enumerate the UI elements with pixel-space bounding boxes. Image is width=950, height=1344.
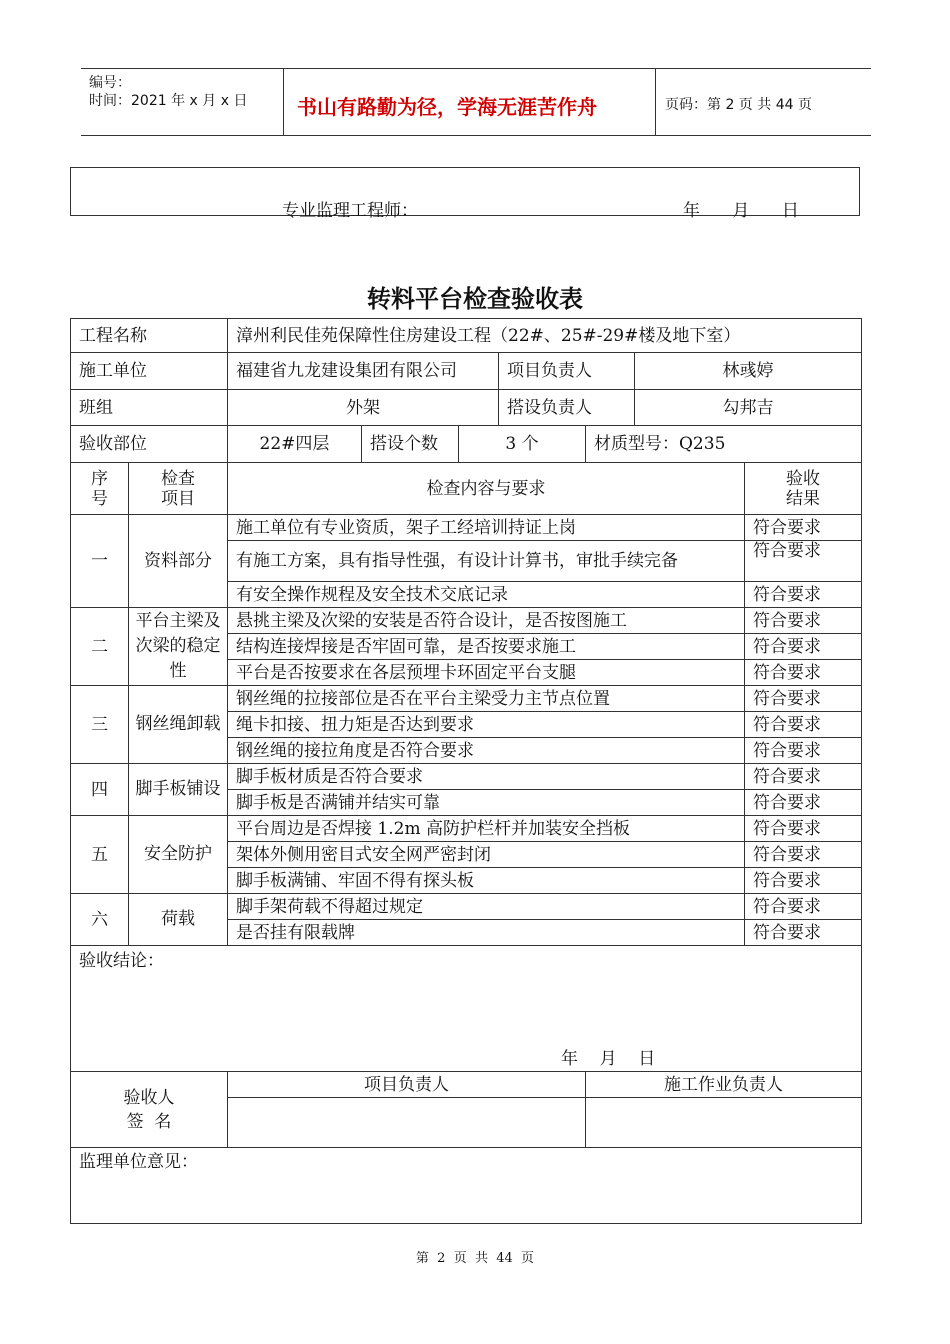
check-content: 施工单位有专业资质，架子工经培训持证上岗 [228, 515, 745, 541]
check-content: 钢丝绳的接拉角度是否符合要求 [228, 738, 745, 764]
constructor-value: 福建省九龙建设集团有限公司 [228, 353, 499, 390]
section-no: 三 [71, 686, 129, 764]
section-no: 五 [71, 816, 129, 894]
header-content: 检查内容与要求 [228, 463, 745, 515]
signer-pm-field[interactable] [228, 1098, 586, 1148]
check-result: 符合要求 [745, 541, 862, 582]
table-row [71, 608, 862, 634]
check-content: 有施工方案，具有指导性强，有设计计算书，审批手续完备 [228, 541, 745, 582]
signer-worker-field[interactable] [586, 1098, 862, 1148]
header-item: 检查项目 [129, 463, 228, 515]
check-result: 符合要求 [745, 660, 862, 686]
check-result: 符合要求 [745, 790, 862, 816]
form-title: 转料平台检查验收表 [367, 284, 583, 313]
check-result: 符合要求 [745, 738, 862, 764]
part-label: 验收部位 [71, 426, 228, 463]
section-no: 一 [71, 515, 129, 608]
check-content: 绳卡扣接、扭力矩是否达到要求 [228, 712, 745, 738]
header-result: 验收结果 [745, 463, 862, 515]
check-result: 符合要求 [745, 712, 862, 738]
check-result: 符合要求 [745, 816, 862, 842]
conclusion-label: 验收结论： [79, 951, 164, 971]
table-row [71, 894, 862, 920]
check-content: 悬挑主梁及次梁的安装是否符合设计，是否按图施工 [228, 608, 745, 634]
header-motto: 书山有路勤为径，学海无涯苦作舟 [297, 95, 597, 119]
table-row [71, 764, 862, 790]
check-content: 脚手板满铺、牢固不得有探头板 [228, 868, 745, 894]
team-label: 班组 [71, 390, 228, 426]
conclusion-cell [71, 946, 862, 1072]
engineer-date: 年 月 日 [683, 201, 799, 221]
check-result: 符合要求 [745, 515, 862, 541]
signer-label-line2: 签 名 [126, 1111, 172, 1132]
signer-label [71, 1072, 228, 1148]
check-result: 符合要求 [745, 868, 862, 894]
header-time: 时间：2021 年 x 月 x 日 [89, 93, 248, 109]
check-content: 平台周边是否焊接 1.2m 高防护栏杆并加装安全挡板 [228, 816, 745, 842]
pm-value: 林彧婷 [635, 353, 862, 390]
header-id: 编号： [89, 75, 131, 91]
check-result: 符合要求 [745, 920, 862, 946]
erector-label: 搭设负责人 [499, 390, 635, 426]
header-top-rule [81, 68, 871, 69]
check-content: 架体外侧用密目式安全网严密封闭 [228, 842, 745, 868]
check-content: 脚手板是否满铺并结实可靠 [228, 790, 745, 816]
signer-worker-header: 施工作业负责人 [586, 1072, 862, 1098]
pm-label: 项目负责人 [499, 353, 635, 390]
supervision-label: 监理单位意见： [79, 1152, 198, 1172]
header-divider-left [283, 68, 284, 136]
project-name-label: 工程名称 [71, 319, 228, 353]
table-row [71, 686, 862, 712]
team-value: 外架 [228, 390, 499, 426]
check-result: 符合要求 [745, 608, 862, 634]
table-row [71, 515, 862, 541]
section-no: 四 [71, 764, 129, 816]
section-no: 六 [71, 894, 129, 946]
section-item: 荷载 [129, 894, 228, 946]
material-value: 材质型号：Q235 [586, 426, 862, 463]
section-item: 钢丝绳卸载 [129, 686, 228, 764]
check-result: 符合要求 [745, 764, 862, 790]
signer-pm-header: 项目负责人 [228, 1072, 586, 1098]
check-result: 符合要求 [745, 686, 862, 712]
count-label: 搭设个数 [362, 426, 459, 463]
check-content: 是否挂有限载牌 [228, 920, 745, 946]
check-content: 有安全操作规程及安全技术交底记录 [228, 582, 745, 608]
check-result: 符合要求 [745, 842, 862, 868]
inspection-table [70, 318, 862, 1224]
check-content: 钢丝绳的拉接部位是否在平台主梁受力主节点位置 [228, 686, 745, 712]
erector-value: 勾邦吉 [635, 390, 862, 426]
conclusion-date: 年 月 日 [561, 1049, 656, 1069]
signer-label-line1: 验收人 [123, 1087, 175, 1108]
part-value: 22#四层 [228, 426, 362, 463]
check-result: 符合要求 [745, 634, 862, 660]
check-content: 结构连接焊接是否牢固可靠，是否按要求施工 [228, 634, 745, 660]
section-no: 二 [71, 608, 129, 686]
header-page: 页码：第 2 页 共 44 页 [665, 97, 812, 113]
page-footer: 第 2 页 共 44 页 [415, 1251, 535, 1266]
constructor-label: 施工单位 [71, 353, 228, 390]
header-bottom-rule [81, 135, 871, 136]
section-item: 平台主梁及次梁的稳定性 [129, 608, 228, 686]
header-no: 序号 [71, 463, 129, 515]
header-divider-right [655, 68, 656, 136]
check-result: 符合要求 [745, 894, 862, 920]
table-row [71, 816, 862, 842]
check-result: 符合要求 [745, 582, 862, 608]
sections-body [71, 515, 862, 946]
check-content: 脚手板材质是否符合要求 [228, 764, 745, 790]
check-content: 平台是否按要求在各层预埋卡环固定平台支腿 [228, 660, 745, 686]
section-item: 资料部分 [129, 515, 228, 608]
project-name-value: 漳州利民佳苑保障性住房建设工程（22#、25#-29#楼及地下室） [228, 319, 862, 353]
supervision-cell [71, 1148, 862, 1224]
section-item: 安全防护 [129, 816, 228, 894]
engineer-label: 专业监理工程师： [282, 201, 418, 221]
section-item: 脚手板铺设 [129, 764, 228, 816]
count-value: 3 个 [459, 426, 586, 463]
check-content: 脚手架荷载不得超过规定 [228, 894, 745, 920]
